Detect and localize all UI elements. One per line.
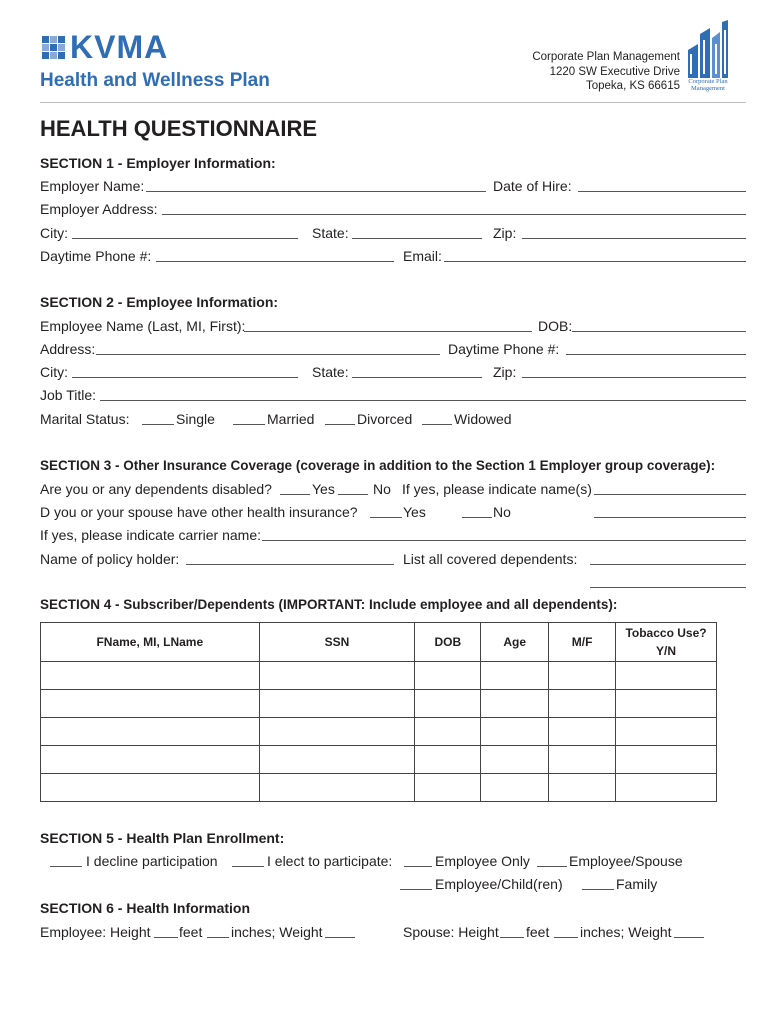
- employee-spouse-label: Employee/Spouse: [569, 853, 683, 869]
- table-cell[interactable]: [259, 662, 415, 690]
- employee-state-field[interactable]: [352, 377, 482, 378]
- employer-phone-label: Daytime Phone #:: [40, 248, 152, 264]
- marital-divorced-blank[interactable]: [325, 424, 355, 425]
- other-insurance-extra-field[interactable]: [594, 517, 746, 518]
- employee-height-label: Employee: Height: [40, 924, 151, 940]
- other-insurance-no-label: No: [493, 504, 511, 520]
- col-name-header: FName, MI, LName: [41, 623, 260, 662]
- date-of-hire-field[interactable]: [578, 191, 746, 192]
- table-cell[interactable]: [481, 662, 549, 690]
- employer-state-field[interactable]: [352, 238, 482, 239]
- carrier-name-label: If yes, please indicate carrier name:: [40, 527, 261, 543]
- kvma-logo-text: KVMA: [70, 29, 169, 65]
- table-cell[interactable]: [549, 718, 616, 746]
- marital-status-label: Marital Status:: [40, 411, 130, 427]
- section4-heading: SECTION 4 - Subscriber/Dependents (IMPORTANT: Include employee and all dependents):: [40, 597, 618, 612]
- elect-blank[interactable]: [232, 866, 264, 867]
- cpm-logo: [684, 20, 732, 96]
- employer-name-field[interactable]: [146, 191, 486, 192]
- table-cell[interactable]: [415, 746, 481, 774]
- marital-married-blank[interactable]: [233, 424, 265, 425]
- family-blank[interactable]: [582, 889, 614, 890]
- decline-label: I decline participation: [86, 853, 218, 869]
- table-cell[interactable]: [616, 774, 717, 802]
- table-row: [41, 690, 717, 718]
- employer-state-label: State:: [312, 225, 349, 241]
- table-row: [41, 718, 717, 746]
- section1-heading: SECTION 1 - Employer Information:: [40, 155, 276, 171]
- employee-address-label: Address:: [40, 341, 96, 357]
- table-cell[interactable]: [41, 774, 260, 802]
- policy-holder-field[interactable]: [186, 564, 394, 565]
- table-cell[interactable]: [259, 774, 415, 802]
- disabled-names-field[interactable]: [594, 494, 746, 495]
- table-cell[interactable]: [481, 774, 549, 802]
- col-tobacco-header: [616, 623, 717, 662]
- employer-address-field[interactable]: [162, 214, 746, 215]
- employee-city-label: City:: [40, 364, 68, 380]
- disabled-names-label: If yes, please indicate name(s): [402, 481, 592, 497]
- table-cell[interactable]: [616, 746, 717, 774]
- table-cell[interactable]: [415, 774, 481, 802]
- table-cell[interactable]: [549, 774, 616, 802]
- plan-name: Health and Wellness Plan: [40, 70, 270, 91]
- table-cell[interactable]: [259, 718, 415, 746]
- covered-dependents-field-1[interactable]: [590, 564, 746, 565]
- employee-zip-label: Zip:: [493, 364, 517, 380]
- col-age-header: Age: [481, 623, 549, 662]
- col-dob-header: DOB: [415, 623, 481, 662]
- employee-children-blank[interactable]: [400, 889, 432, 890]
- employee-zip-field[interactable]: [522, 377, 746, 378]
- table-cell[interactable]: [41, 746, 260, 774]
- company-city: Topeka, KS 66615: [586, 80, 680, 92]
- table-cell[interactable]: [259, 690, 415, 718]
- cpm-logo-text-2: Management: [691, 85, 725, 92]
- decline-blank[interactable]: [50, 866, 82, 867]
- table-cell[interactable]: [549, 746, 616, 774]
- col-gender-header: M/F: [549, 623, 616, 662]
- other-insurance-yes-blank[interactable]: [370, 517, 402, 518]
- disabled-yes-label: Yes: [312, 481, 335, 497]
- employer-zip-field[interactable]: [522, 238, 746, 239]
- employee-city-field[interactable]: [72, 377, 298, 378]
- employer-email-label: Email:: [403, 248, 442, 264]
- job-title-label: Job Title:: [40, 387, 97, 403]
- buildings-icon: [684, 20, 732, 78]
- table-row: [41, 662, 717, 690]
- marital-single-blank[interactable]: [142, 424, 174, 425]
- table-cell[interactable]: [41, 718, 260, 746]
- table-cell[interactable]: [259, 746, 415, 774]
- employee-feet-label: feet: [179, 924, 203, 940]
- employee-name-label: Employee Name (Last, MI, First):: [40, 318, 246, 334]
- disabled-question: Are you or any dependents disabled?: [40, 481, 272, 497]
- cpm-logo-text-1: Corporate Plan: [688, 78, 728, 85]
- section2-heading: SECTION 2 - Employee Information:: [40, 294, 279, 310]
- employee-state-label: State:: [312, 364, 349, 380]
- other-insurance-no-blank[interactable]: [462, 517, 492, 518]
- disabled-no-label: No: [373, 481, 391, 497]
- table-row: [41, 774, 717, 802]
- employee-name-field[interactable]: [244, 331, 532, 332]
- spouse-height-label: Spouse: Height: [403, 924, 499, 940]
- employee-inches-field[interactable]: [207, 937, 229, 938]
- spouse-inches-field[interactable]: [554, 937, 578, 938]
- covered-dependents-label: List all covered dependents:: [403, 551, 578, 567]
- marital-divorced-label: Divorced: [357, 411, 413, 427]
- employee-inches-weight-label: inches; Weight: [231, 924, 323, 940]
- table-cell[interactable]: [415, 690, 481, 718]
- kvma-logo-mark: [42, 36, 66, 60]
- table-cell[interactable]: [616, 718, 717, 746]
- section6-heading: SECTION 6 - Health Information: [40, 900, 251, 916]
- employee-only-blank[interactable]: [404, 866, 432, 867]
- page-title: HEALTH QUESTIONNAIRE: [40, 116, 318, 141]
- marital-married-label: Married: [267, 411, 315, 427]
- employer-zip-label: Zip:: [493, 225, 517, 241]
- tobacco-header-line1: Tobacco Use?: [625, 626, 707, 640]
- table-cell[interactable]: [481, 690, 549, 718]
- spouse-feet-field[interactable]: [500, 937, 524, 938]
- dependents-table: [40, 622, 717, 802]
- header-divider: [40, 102, 746, 103]
- table-cell[interactable]: [481, 746, 549, 774]
- employer-phone-field[interactable]: [156, 261, 394, 262]
- job-title-field[interactable]: [100, 400, 746, 401]
- table-cell[interactable]: [41, 662, 260, 690]
- employee-weight-field[interactable]: [325, 937, 355, 938]
- marital-widowed-blank[interactable]: [422, 424, 452, 425]
- employee-dob-label: DOB:: [538, 318, 573, 334]
- employer-address-label: Employer Address:: [40, 201, 158, 217]
- table-cell[interactable]: [549, 690, 616, 718]
- family-label: Family: [616, 876, 658, 892]
- employee-dob-field[interactable]: [572, 331, 746, 332]
- employee-children-label: Employee/Child(ren): [435, 876, 563, 892]
- table-cell[interactable]: [41, 690, 260, 718]
- employee-only-label: Employee Only: [435, 853, 530, 869]
- employer-email-field[interactable]: [444, 261, 746, 262]
- employee-address-field[interactable]: [96, 354, 440, 355]
- employee-phone-label: Daytime Phone #:: [448, 341, 560, 357]
- table-row: [41, 746, 717, 774]
- company-street: 1220 SW Executive Drive: [549, 65, 680, 78]
- marital-widowed-label: Widowed: [454, 411, 512, 427]
- marital-single-label: Single: [176, 411, 215, 427]
- company-address: [470, 50, 680, 94]
- col-ssn-header: SSN: [259, 623, 415, 662]
- table-cell[interactable]: [616, 662, 717, 690]
- employer-city-label: City:: [40, 225, 68, 241]
- table-header-row: [41, 623, 717, 662]
- spouse-feet-label: feet: [526, 924, 550, 940]
- disabled-yes-blank[interactable]: [280, 494, 310, 495]
- table-cell[interactable]: [616, 690, 717, 718]
- covered-dependents-field-2[interactable]: [590, 587, 746, 588]
- spouse-weight-field[interactable]: [674, 937, 704, 938]
- employer-name-label: Employer Name:: [40, 178, 145, 194]
- employer-city-field[interactable]: [72, 238, 298, 239]
- policy-holder-label: Name of policy holder:: [40, 551, 180, 567]
- company-name: Corporate Plan Management: [532, 51, 680, 63]
- spouse-inches-weight-label: inches; Weight: [580, 924, 672, 940]
- employee-spouse-blank[interactable]: [537, 866, 567, 867]
- section3-heading: SECTION 3 - Other Insurance Coverage (coverage in addition to the Section 1 Employer group coverage):: [40, 458, 716, 473]
- table-cell[interactable]: [415, 662, 481, 690]
- disabled-no-blank[interactable]: [338, 494, 368, 495]
- table-cell[interactable]: [415, 718, 481, 746]
- other-insurance-question: D you or your spouse have other health insurance?: [40, 504, 358, 520]
- elect-label: I elect to participate:: [267, 853, 393, 869]
- employee-phone-field[interactable]: [566, 354, 746, 355]
- table-cell[interactable]: [481, 718, 549, 746]
- tobacco-header-line2: Y/N: [656, 644, 677, 658]
- date-of-hire-label: Date of Hire:: [493, 178, 572, 194]
- employee-feet-field[interactable]: [154, 937, 178, 938]
- section5-heading: SECTION 5 - Health Plan Enrollment:: [40, 830, 285, 846]
- carrier-name-field[interactable]: [262, 540, 746, 541]
- other-insurance-yes-label: Yes: [403, 504, 426, 520]
- table-cell[interactable]: [549, 662, 616, 690]
